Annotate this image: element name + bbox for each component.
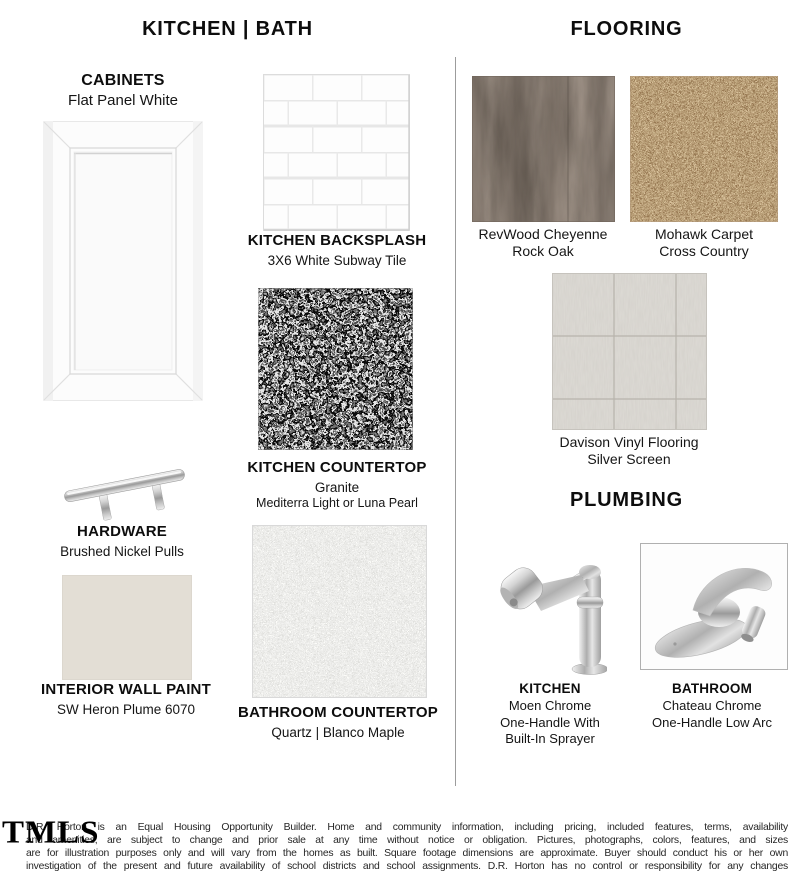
- tmls-watermark: TMLS: [2, 815, 100, 851]
- wood-flooring-line2: Rock Oak: [512, 242, 574, 259]
- wood-flooring-image: [472, 76, 615, 222]
- bathroom-faucet-label: BATHROOM: [671, 681, 753, 696]
- wood-flooring-line1: RevWood Cheyenne: [478, 226, 608, 242]
- cabinets-label: CABINETS: [81, 72, 165, 89]
- vinyl-flooring-caption: [534, 435, 724, 467]
- backsplash-caption: [237, 233, 437, 268]
- disclaimer-line: investigation of the present and future availability of school districts and school assignments. D.R. Horton has no control or responsibility for any changes: [26, 861, 788, 872]
- backsplash-image: [263, 74, 410, 231]
- cabinet-door-image: [43, 121, 203, 401]
- interior-paint-sublabel: SW Heron Plume 6070: [56, 701, 196, 717]
- bathroom-countertop-image: [252, 525, 427, 698]
- kitchen-countertop-label: KITCHEN COUNTERTOP: [247, 459, 427, 476]
- disclaimer-line: D.R. Horton is an Equal Housing Opportunity Builder. Home and community information, including pricing, included features, terms, availability: [26, 822, 788, 833]
- disclaimer-text: [26, 821, 788, 873]
- kitchen-countertop-colors: Mediterra Light or Luna Pearl: [256, 495, 418, 510]
- kitchen-faucet-line2: One-Handle With: [500, 714, 600, 730]
- vinyl-flooring-line1: Davison Vinyl Flooring: [559, 434, 699, 450]
- bathroom-countertop-sublabel: Quartz | Blanco Maple: [271, 724, 405, 740]
- carpet-line1: Mohawk Carpet: [654, 226, 754, 242]
- kitchen-countertop-material: Granite: [314, 479, 360, 495]
- bathroom-faucet-line2: One-Handle Low Arc: [652, 714, 772, 730]
- granite-countertop-image: [258, 288, 413, 450]
- kitchen-bath-title: KITCHEN | BATH: [142, 18, 313, 40]
- kitchen-countertop-caption: [227, 460, 447, 510]
- bathroom-countertop-caption: [228, 705, 448, 740]
- plumbing-title: PLUMBING: [569, 489, 684, 511]
- bathroom-faucet-line1: Chateau Chrome: [662, 698, 762, 714]
- hardware-pull-image: [58, 452, 192, 524]
- vinyl-flooring-line2: Silver Screen: [587, 450, 671, 467]
- interior-paint-caption: [26, 682, 226, 717]
- cabinets-caption: [23, 72, 223, 110]
- kitchen-faucet-image: [495, 545, 607, 678]
- disclaimer-line: are for illustration purposes only and will vary from the homes as built. Square footage dimensions are approximate. Buyer should conduct his or her own: [26, 848, 788, 859]
- bathroom-faucet-frame: [640, 543, 788, 670]
- bathroom-faucet-caption: [627, 681, 797, 730]
- bathroom-faucet-image: [641, 544, 785, 667]
- vinyl-flooring-image: [552, 273, 707, 430]
- disclaimer-line: and amenities, are subject to change and prior sale at any time without notice or obligation. Pictures, photographs, colors, features, and sizes: [26, 835, 788, 846]
- backsplash-label: KITCHEN BACKSPLASH: [247, 232, 427, 249]
- carpet-caption: [614, 227, 794, 259]
- hardware-sublabel: Brushed Nickel Pulls: [60, 543, 184, 559]
- carpet-line2: Cross Country: [659, 242, 749, 259]
- interior-paint-label: INTERIOR WALL PAINT: [41, 681, 211, 698]
- carpet-image: [630, 76, 778, 222]
- kitchen-faucet-line3: Built-In Sprayer: [505, 731, 595, 747]
- kitchen-faucet-caption: [465, 681, 635, 747]
- column-divider: [455, 57, 456, 786]
- kitchen-faucet-label: KITCHEN: [519, 681, 581, 696]
- kitchen-faucet-line1: Moen Chrome: [508, 698, 592, 714]
- hardware-label: HARDWARE: [77, 523, 167, 540]
- cabinets-sublabel: Flat Panel White: [67, 91, 179, 109]
- flooring-title: FLOORING: [570, 18, 683, 40]
- paint-swatch-image: [62, 575, 192, 680]
- wood-flooring-caption: [453, 227, 633, 259]
- backsplash-sublabel: 3X6 White Subway Tile: [267, 252, 407, 268]
- bathroom-countertop-label: BATHROOM COUNTERTOP: [238, 704, 438, 721]
- hardware-caption: [32, 524, 212, 559]
